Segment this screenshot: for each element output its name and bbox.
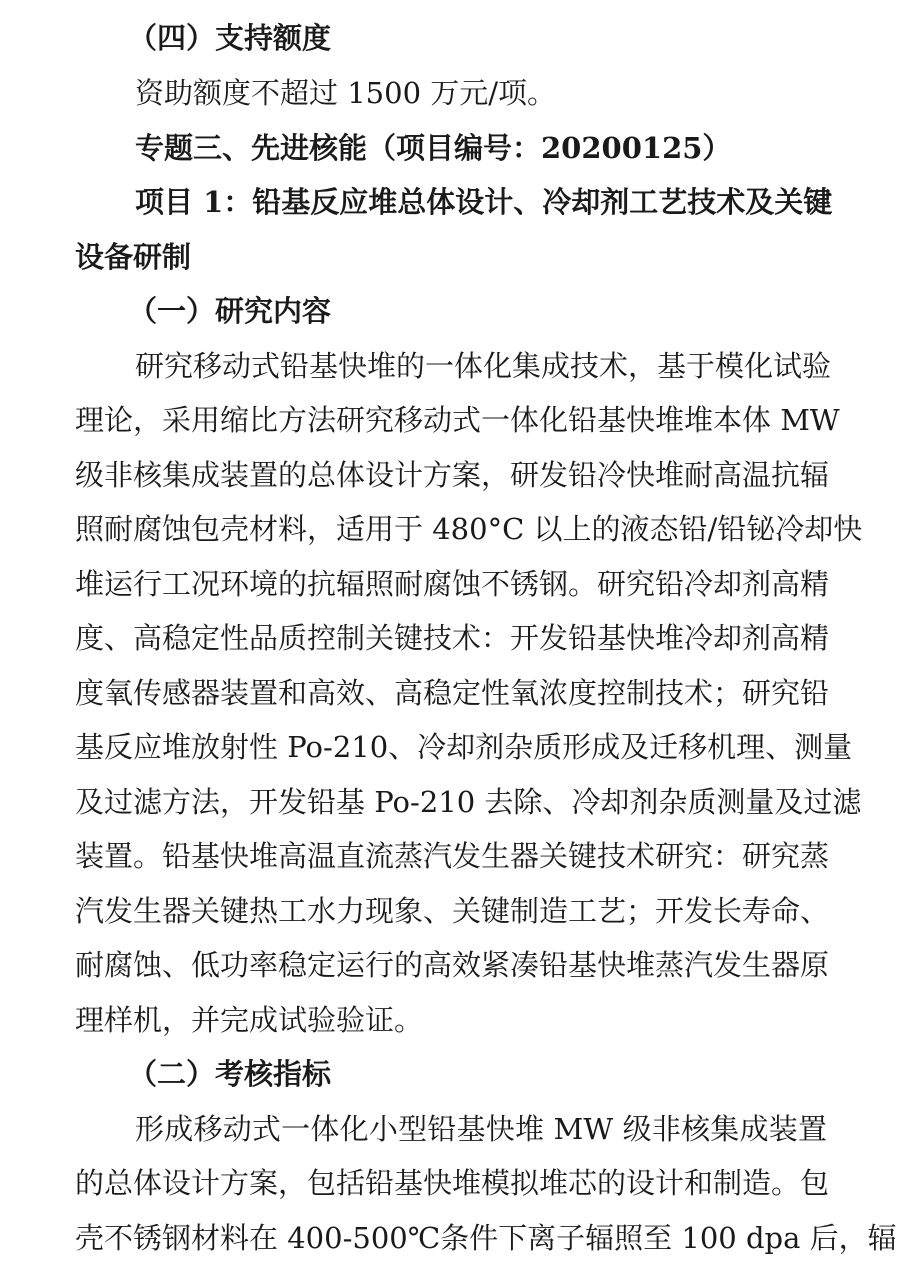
- research-line: 度、高稳定性品质控制关键技术：开发铅基快堆冷却剂高精: [75, 621, 830, 655]
- topic-heading: 专题三、先进核能（项目编号：20200125）: [135, 131, 732, 165]
- project-title-line-1: 项目 1：铅基反应堆总体设计、冷却剂工艺技术及关键: [135, 185, 833, 219]
- assessment-line: 形成移动式一体化小型铅基快堆 MW 级非核集成装置: [135, 1112, 827, 1146]
- research-content-heading: （一）研究内容: [128, 294, 332, 328]
- research-line: 装置。铅基快堆高温直流蒸汽发生器关键技术研究：研究蒸: [75, 839, 830, 873]
- research-line: 研究移动式铅基快堆的一体化集成技术，基于模化试验: [135, 349, 832, 383]
- research-line: 基反应堆放射性 Po-210、冷却剂杂质形成及迁移机理、测量: [75, 730, 853, 764]
- research-line: 级非核集成装置的总体设计方案，研发铅冷快堆耐高温抗辐: [75, 458, 830, 492]
- support-amount-text: 资助额度不超过 1500 万元/项。: [135, 76, 557, 110]
- research-line: 汽发生器关键热工水力现象、关键制造工艺；开发长寿命、: [75, 894, 830, 928]
- research-line: 理论，采用缩比方法研究移动式一体化铅基快堆堆本体 MW: [75, 403, 840, 437]
- project-title-line-2: 设备研制: [75, 240, 192, 274]
- research-line: 理样机，并完成试验验证。: [75, 1003, 424, 1037]
- assessment-line: 的总体设计方案，包括铅基快堆模拟堆芯的设计和制造。包: [75, 1166, 830, 1200]
- research-line: 照耐腐蚀包壳材料，适用于 480°C 以上的液态铅/铅铋冷却快: [75, 512, 863, 546]
- research-line: 及过滤方法，开发铅基 Po-210 去除、冷却剂杂质测量及过滤: [75, 785, 862, 819]
- assessment-heading: （二）考核指标: [128, 1057, 332, 1091]
- assessment-line: 壳不锈钢材料在 400-500℃条件下离子辐照至 100 dpa 后，辐: [75, 1221, 897, 1255]
- section-heading-support-amount: （四）支持额度: [128, 21, 332, 55]
- research-line: 耐腐蚀、低功率稳定运行的高效紧凑铅基快堆蒸汽发生器原: [75, 948, 830, 982]
- research-line: 堆运行工况环境的抗辐照耐腐蚀不锈钢。研究铅冷却剂高精: [75, 567, 830, 601]
- research-line: 度氧传感器装置和高效、高稳定性氧浓度控制技术；研究铅: [75, 676, 830, 710]
